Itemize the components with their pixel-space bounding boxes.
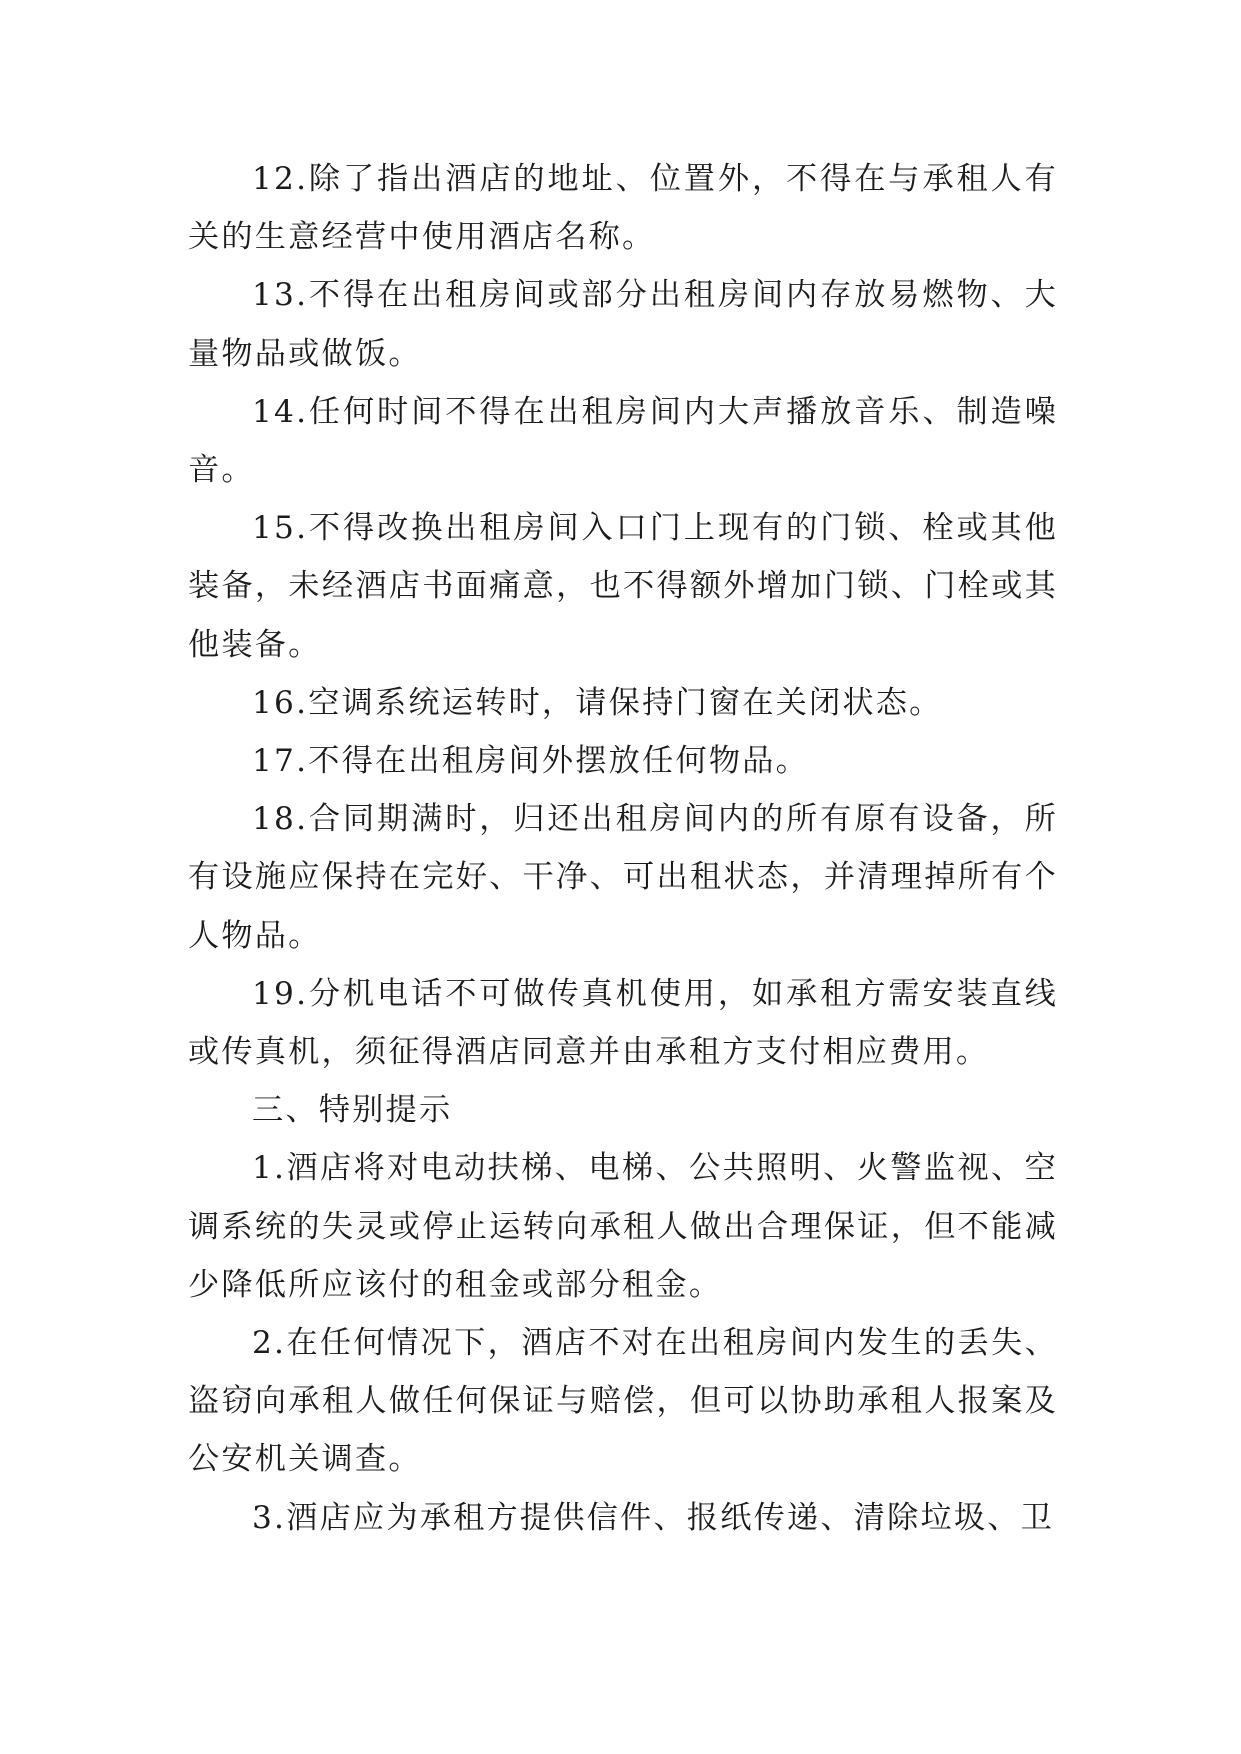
clause-14: 14.任何时间不得在出租房间内大声播放音乐、制造噪音。 xyxy=(188,393,1058,489)
clause-13: 13.不得在出租房间或部分出租房间内存放易燃物、大量物品或做饭。 xyxy=(188,277,1058,372)
clause-12: 12.除了指出酒店的地址、位置外，不得在与承租人有关的生意经营中使用酒店名称。 xyxy=(188,161,1058,256)
clause-16: 16.空调系统运转时，请保持门窗在关闭状态。 xyxy=(252,684,943,721)
special-note-2: 2.在任何情况下，酒店不对在出租房间内发生的丢失、盗窃向承租人做任何保证与赔偿，但可以协助承租人报案及公安机关调查。 xyxy=(188,1325,1058,1478)
section-heading-special-notes: 三、特别提示 xyxy=(252,1092,453,1129)
document-page xyxy=(188,150,1058,1547)
clause-15: 15.不得改换出租房间入口门上现有的门锁、栓或其他装备，未经酒店书面痛意，也不得额外增加门锁、门栓或其他装备。 xyxy=(188,510,1058,663)
special-note-3: 3.酒店应为承租方提供信件、报纸传递、清除垃圾、卫 xyxy=(252,1499,1055,1536)
clause-19: 19.分机电话不可做传真机使用，如承租方需安装直线或传真机，须征得酒店同意并由承租方支付相应费用。 xyxy=(188,975,1058,1071)
clause-17: 17.不得在出租房间外摆放任何物品。 xyxy=(252,743,810,780)
clause-18: 18.合同期满时，归还出租房间内的所有原有设备，所有设施应保持在完好、干净、可出租状态，并清理掉所有个人物品。 xyxy=(188,801,1058,954)
special-note-1: 1.酒店将对电动扶梯、电梯、公共照明、火警监视、空调系统的失灵或停止运转向承租人做出合理保证，但不能减少降低所应该付的租金或部分租金。 xyxy=(188,1150,1058,1303)
